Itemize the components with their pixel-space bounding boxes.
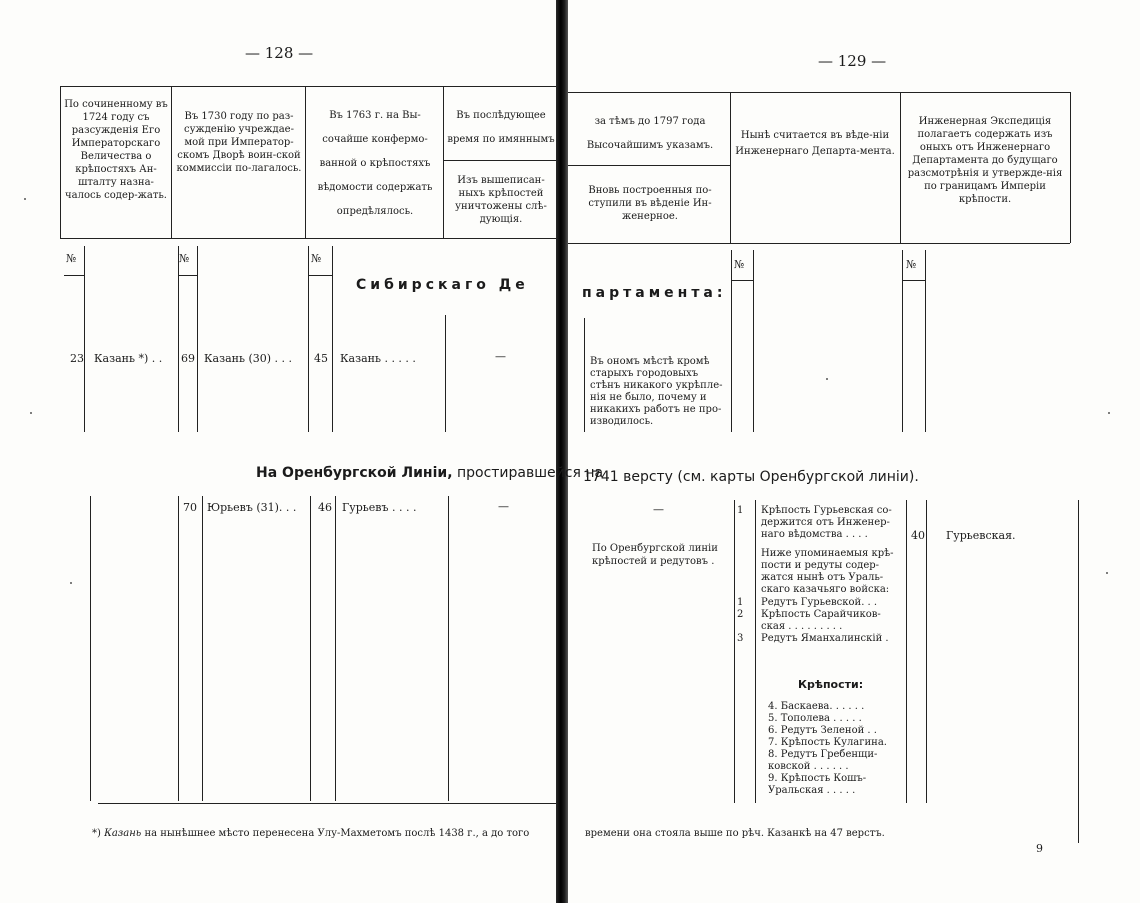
speck (1106, 572, 1108, 574)
speck (24, 198, 26, 200)
row2-n-expedition: 40 (911, 529, 925, 542)
forts-list (768, 701, 902, 797)
now-item (737, 548, 901, 596)
header-1763: Въ 1763 г. на Вы-сочайше конфермо-ванной о крѣпостяхъ вѣдомости содержать опредѣлялось. (317, 110, 433, 217)
now-item-n (737, 548, 761, 596)
now-item-n: 2 (737, 609, 744, 620)
speck (30, 412, 32, 414)
footnote-word: Казань (104, 828, 142, 839)
row2-1797-dash: — (653, 503, 664, 516)
header-1724: По сочиненному въ 1724 году съ разсужденія Его Императорскаго Величества о крѣпостяхъ Ан-шталту назна-чалось содер-жать. (64, 99, 168, 201)
row2-1797-note: По Оренбургской линіи крѣпостей и редутовъ . (592, 543, 718, 567)
header-now: Нынѣ считается въ вѣде-ніи Инженернаго Департа-мента. (735, 130, 895, 157)
header-later-top: Въ послѣдующее время по имяннымъ (447, 110, 555, 145)
left-page-number: — 128 — (245, 44, 314, 62)
book-spine (556, 0, 568, 903)
fort-item: 4. Баскаева. . . . . . (768, 701, 865, 712)
header-1730: Въ 1730 году по раз-сужденію учреждае-мой при Император-скомъ Дворѣ воин-ской коммиссіи по-лагалось. (176, 111, 302, 174)
now-item-text: Крѣпость Сарайчиков-ская . . . . . . . . . (761, 609, 881, 632)
forts-title: Крѣпости: (798, 678, 864, 691)
header-1797-bottom: Вновь построенныя по-ступили въ вѣденіе Ин-женерное. (588, 185, 712, 222)
row2-now-list (737, 505, 901, 645)
speck (826, 378, 828, 380)
num-sign-1724: № (66, 252, 77, 265)
section-siberian-title-left: Сибирскаго Де (356, 277, 529, 293)
row2-name-expedition: Гурьевская. (946, 529, 1016, 542)
fort-item: 7. Крѣпость Кулагина. (768, 737, 887, 748)
header-later-bottom: Изъ вышеписан-ныхъ крѣпостей уничтожены слѣ-дующія. (455, 175, 547, 225)
num-sign-now: № (734, 258, 745, 271)
now-item-n: 1 (737, 597, 744, 608)
fort-item: 9. Крѣпость Кошъ-Уральская . . . . . (768, 773, 867, 796)
now-item-text: Крѣпость Гурьевская со-держится отъ Инженер-наго вѣдомства . . . . (761, 505, 892, 540)
section-siberian-title-right: партамента: (582, 285, 727, 301)
now-item (737, 609, 901, 633)
now-item (737, 633, 901, 645)
row1-n1724: 23 (70, 352, 84, 365)
fort-item: 6. Редутъ Зеленой . . (768, 725, 877, 736)
num-sign-1763: № (311, 252, 322, 265)
row2-later-dash: — (498, 500, 509, 513)
row1-note: Въ ономъ мѣстѣ кромѣ старыхъ городовыхъ стѣнъ никакого укрѣпле-нія не было, почему и никакихъ работъ не про-изводилось. (590, 356, 723, 427)
row2-n1763: 46 (318, 501, 332, 514)
now-item-text: Редутъ Яманхалинскій . (761, 633, 889, 644)
footnote-mark: *) (92, 828, 101, 839)
now-item-text: Ниже упоминаемыя крѣ-пости и редуты содер-жатся нынѣ отъ Ураль-скаго казачьяго войска: (761, 548, 894, 595)
corner-number: 9 (1036, 842, 1043, 855)
num-sign-expedition: № (906, 258, 917, 271)
footnote-right: времени она стояла выше по рѣч. Казанкѣ на 47 верстъ. (585, 828, 885, 839)
fort-item: 5. Тополева . . . . . (768, 713, 862, 724)
speck (1108, 412, 1110, 414)
now-item-n: 3 (737, 633, 744, 644)
now-item-text: Редутъ Гурьевской. . . (761, 597, 878, 608)
row1-n1730: 69 (181, 352, 195, 365)
fort-item: 8. Редутъ Гребенщи-ковской . . . . . . (768, 749, 878, 772)
footnote-text-left: на нынѣшнее мѣсто перенесена Улу-Махметомъ послѣ 1438 г., а до того (144, 828, 530, 839)
header-1797-top: за тѣмъ до 1797 года Высочайшимъ указамъ. (586, 116, 714, 151)
row1-name1724: Казань *) . . (94, 352, 163, 365)
row1-name1730: Казань (30) . . . (204, 352, 293, 365)
row2-name1763: Гурьевъ . . . . (342, 501, 417, 514)
section-orenburg-title-left (256, 465, 603, 481)
num-sign-1730: № (179, 252, 190, 265)
now-item (737, 597, 901, 609)
row1-n1763: 45 (314, 352, 328, 365)
section-orenburg-title-rest: простиравшейся на (456, 465, 604, 481)
row1-name1763: Казань . . . . . (340, 352, 416, 365)
footnote-left (92, 828, 529, 839)
right-page-number: — 129 — (818, 52, 887, 70)
section-orenburg-title-right: 1741 версту (см. карты Оренбургской линіи). (583, 469, 919, 485)
now-item (737, 505, 901, 541)
header-expedition: Инженерная Экспедиція полагаетъ содержать изъ оныхъ отъ Инженернаго Департамента до будущаго разсмотрѣнія и утвержде-нія по границамъ Имперіи крѣпости. (907, 116, 1063, 205)
row1-later-dash: — (495, 350, 506, 363)
speck (70, 582, 72, 584)
section-orenburg-title-bold: На Оренбургской Линіи, (256, 465, 453, 481)
now-item-n: 1 (737, 505, 744, 516)
row2-name1730: Юрьевъ (31). . . (207, 501, 297, 514)
row2-n1730: 70 (183, 501, 197, 514)
